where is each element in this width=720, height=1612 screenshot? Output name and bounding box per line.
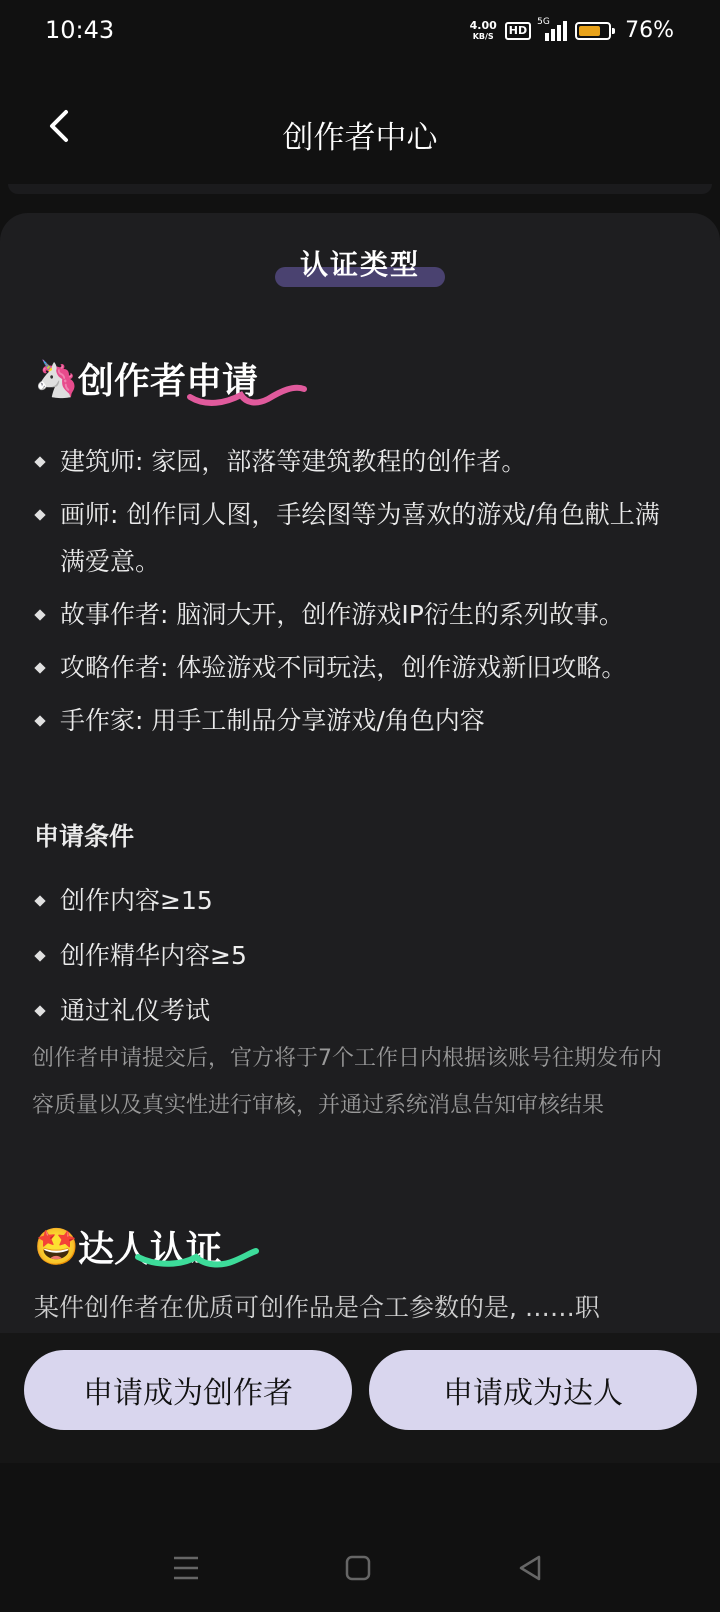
- card-title-wrap: [0, 243, 720, 283]
- app-header: [0, 90, 720, 170]
- pink-squiggle-decoration: [186, 373, 310, 409]
- signal-bar: [545, 33, 549, 41]
- conditions-heading: 申请条件: [34, 822, 135, 851]
- nav-back-button[interactable]: [512, 1550, 548, 1586]
- network-type-label: 5G: [537, 16, 550, 27]
- signal-bar: [563, 21, 567, 41]
- creator-type-list: [34, 438, 684, 744]
- battery-icon: [575, 22, 611, 40]
- status-time: 10:43: [45, 16, 115, 44]
- status-icons: [470, 18, 674, 43]
- nav-menu-button[interactable]: [168, 1550, 204, 1586]
- unicorn-icon: 🦄: [34, 358, 79, 400]
- triangle-back-icon: [517, 1554, 543, 1582]
- card-title: 认证类型: [299, 248, 420, 281]
- header-divider: [8, 184, 712, 194]
- battery-fill: [579, 26, 600, 36]
- page-title: 创作者中心: [282, 120, 438, 156]
- signal-bar: [557, 25, 561, 41]
- list-item: 创作内容≥15: [34, 877, 684, 924]
- list-item: 画师: 创作同人图，手绘图等为喜欢的游戏/角色献上满满爱意。: [34, 491, 684, 585]
- green-squiggle-decoration: [134, 1237, 260, 1271]
- list-item: 攻略作者: 体验游戏不同玩法，创作游戏新旧攻略。: [34, 644, 684, 691]
- list-item: 手作家: 用手工制品分享游戏/角色内容: [34, 697, 684, 744]
- list-item: 创作精华内容≥5: [34, 932, 684, 979]
- system-nav-bar: [0, 1520, 720, 1612]
- action-bar: [0, 1333, 720, 1463]
- certification-card[interactable]: [0, 213, 720, 1333]
- conditions-list: [34, 877, 684, 1034]
- square-home-icon: [345, 1555, 371, 1581]
- list-item: 通过礼仪考试: [34, 987, 684, 1034]
- review-note: 创作者申请提交后，官方将于7个工作日内根据该账号往期发布内容质量以及真实性进行审核，并通过系统消息告知审核结果: [32, 1046, 662, 1118]
- network-speed-value: 4.00: [469, 18, 497, 32]
- creator-section-title: 创作者申请: [78, 361, 259, 402]
- apply-creator-button[interactable]: 申请成为创作者: [24, 1350, 352, 1430]
- expert-description-partial: 某件创作者在优质可创作品是合工参数的是, ……职: [34, 1293, 600, 1322]
- star-struck-icon: 🤩: [34, 1226, 79, 1268]
- menu-icon: [172, 1555, 200, 1581]
- apply-expert-button[interactable]: 申请成为达人: [369, 1350, 697, 1430]
- nav-home-button[interactable]: [340, 1550, 376, 1586]
- expert-section-title: 达人认证: [78, 1229, 223, 1270]
- battery-percent: 76%: [625, 18, 674, 43]
- network-speed: [470, 20, 497, 42]
- signal-bar: [551, 29, 555, 41]
- list-item: 建筑师: 家园，部落等建筑教程的创作者。: [34, 438, 684, 485]
- status-bar: [0, 0, 720, 64]
- list-item: 故事作者: 脑洞大开，创作游戏IP衍生的系列故事。: [34, 591, 684, 638]
- signal-icon: [537, 16, 567, 41]
- hd-badge: HD: [505, 22, 531, 40]
- network-speed-unit: KB/S: [472, 31, 494, 41]
